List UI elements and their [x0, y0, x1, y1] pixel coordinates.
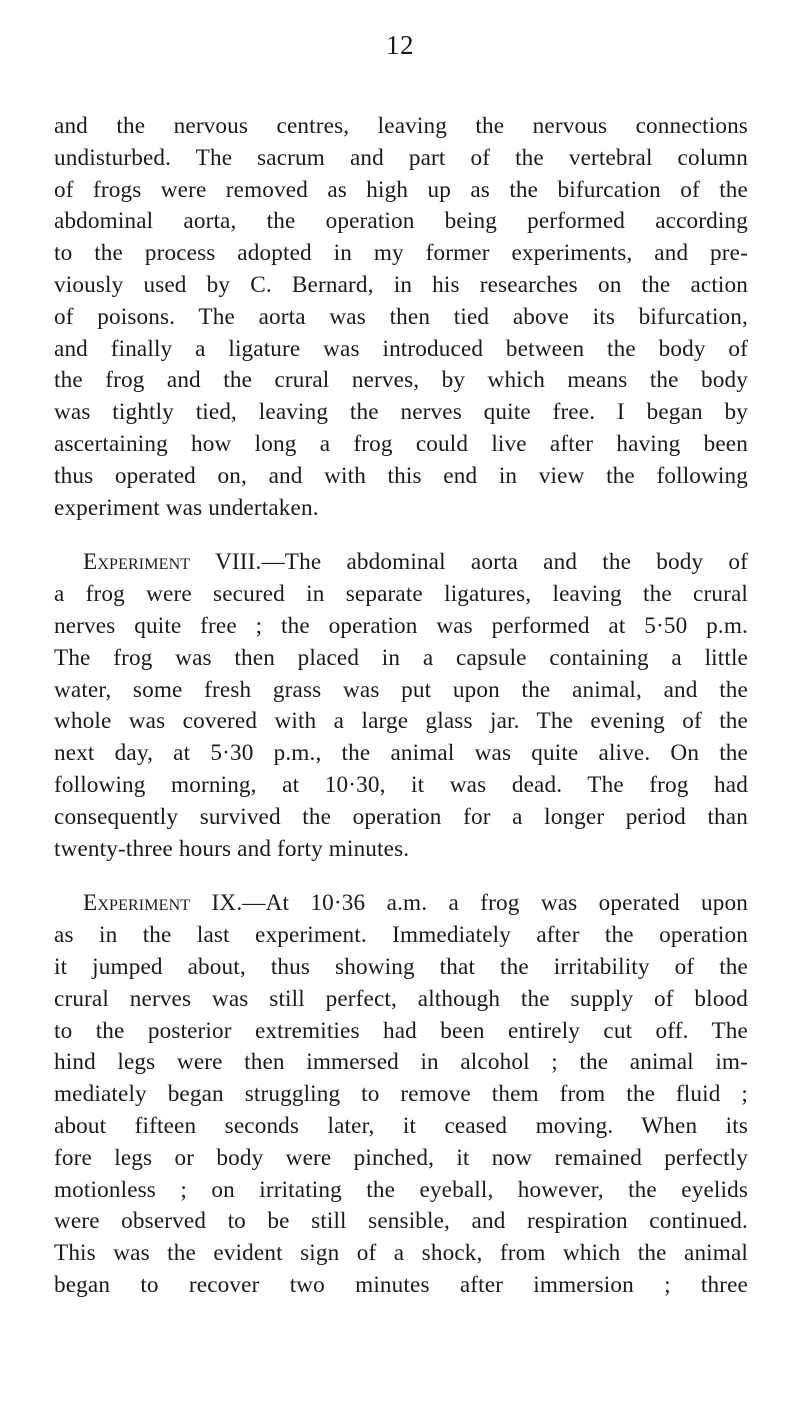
text-line: and finally a ligature was introduced between the body of	[54, 335, 748, 362]
paragraph-1	[54, 111, 748, 524]
text-line: crural nerves was still perfect, although the supply of blood	[54, 985, 748, 1012]
text-line: as in the last experiment. Immediately after the operation	[54, 922, 748, 949]
experiment-heading: Experiment IX.	[83, 890, 243, 917]
experiment-heading: Experiment VIII.	[83, 549, 262, 576]
text-line: about fifteen seconds later, it ceased moving. When its	[54, 1112, 748, 1139]
text-line: undisturbed. The sacrum and part of the vertebral column	[54, 144, 748, 171]
text-run: —The abdominal aorta and the body of	[261, 549, 748, 576]
text-line: hind legs were then immersed in alcohol ; the animal im-	[54, 1049, 748, 1076]
text-line: whole was covered with a large glass jar. The evening of the	[54, 708, 748, 735]
text-run: —At 10·36 a.m. a frog was operated upon	[242, 890, 749, 917]
text-line: next day, at 5·30 p.m., the animal was quite alive. On the	[54, 740, 748, 767]
text-line: it jumped about, thus showing that the irritability of the	[54, 953, 748, 980]
text-line: thus operated on, and with this end in view the following	[54, 462, 748, 489]
text-line: of frogs were removed as high up as the bifurcation of the	[54, 176, 748, 203]
text-line: viously used by C. Bernard, in his researches on the action	[54, 271, 748, 298]
paragraph-gap	[54, 524, 748, 547]
text-line: abdominal aorta, the operation being performed according	[54, 208, 748, 235]
text-line: following morning, at 10·30, it was dead. The frog had	[54, 771, 748, 798]
text-line: ascertaining how long a frog could live after having been	[54, 430, 748, 457]
text-line	[54, 888, 748, 920]
text-line: the frog and the crural nerves, by which means the body	[54, 367, 748, 394]
text-line: a frog were secured in separate ligatures, leaving the crural	[54, 581, 748, 608]
page-number: 12	[386, 30, 414, 60]
text-line: and the nervous centres, leaving the nervous connections	[54, 113, 748, 139]
text-line: was tightly tied, leaving the nerves quite free. I began by	[54, 399, 748, 426]
text-line: were observed to be still sensible, and respiration continued.	[54, 1208, 748, 1235]
text-line: twenty-three hours and forty minutes.	[54, 835, 410, 862]
text-line: to the process adopted in my former experiments, and pre-	[54, 240, 748, 267]
text-line	[54, 547, 748, 579]
text-line: experiment was undertaken.	[54, 494, 319, 521]
text-line: of poisons. The aorta was then tied above its bifurcation,	[54, 303, 748, 330]
body-text	[54, 111, 748, 1302]
paragraph-experiment-viii	[54, 547, 748, 865]
text-line: to the posterior extremities had been entirely cut off. The	[54, 1017, 748, 1044]
text-line: nerves quite free ; the operation was performed at 5·50 p.m.	[54, 612, 748, 639]
text-line: motionless ; on irritating the eyeball, however, the eyelids	[54, 1176, 748, 1203]
text-line: mediately began struggling to remove them from the fluid ;	[54, 1081, 748, 1108]
paragraph-gap	[54, 865, 748, 888]
paragraph-experiment-ix	[54, 888, 748, 1301]
text-line: began to recover two minutes after immersion ; three	[54, 1271, 748, 1298]
text-line: This was the evident sign of a shock, from which the animal	[54, 1240, 748, 1267]
text-line: water, some fresh grass was put upon the animal, and the	[54, 676, 748, 703]
text-line: The frog was then placed in a capsule containing a little	[54, 644, 748, 671]
text-line: consequently survived the operation for a longer period than	[54, 803, 748, 830]
text-line: fore legs or body were pinched, it now remained perfectly	[54, 1144, 748, 1171]
